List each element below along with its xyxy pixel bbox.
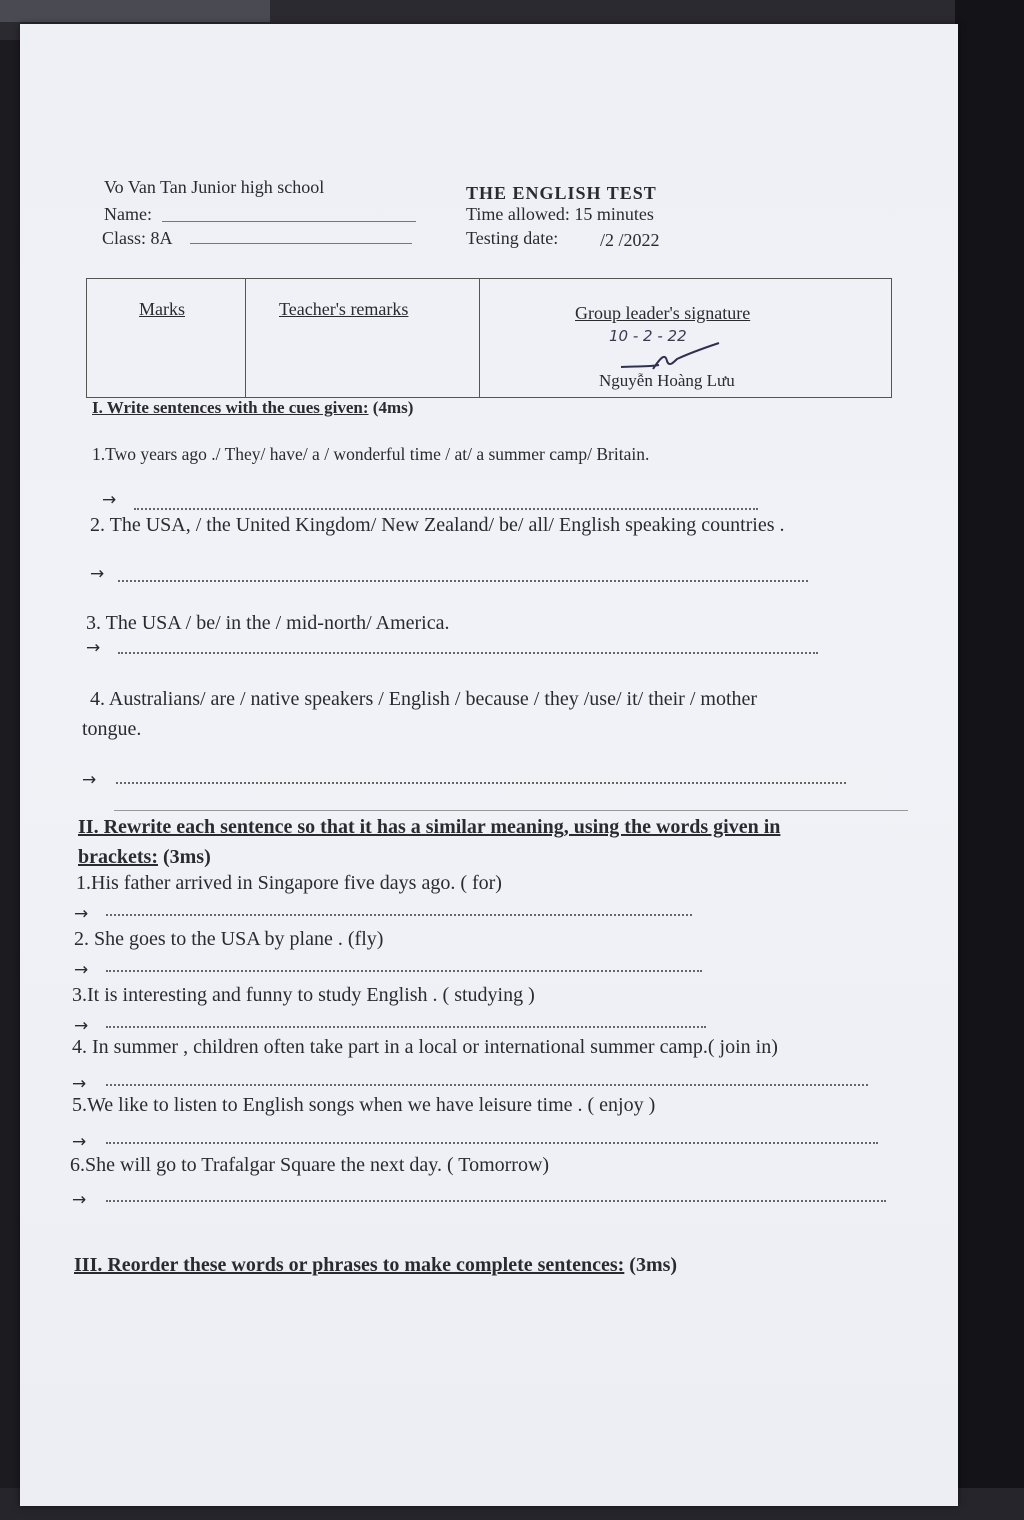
arrow-icon: → [72,1132,87,1152]
handwritten-signature [615,339,725,375]
background-object [0,0,270,22]
s2-answer-2-line[interactable] [106,970,702,972]
arrow-icon: → [90,564,105,584]
section-3-marks: (3ms) [624,1254,678,1276]
s1-answer-2-line[interactable] [118,580,808,582]
background-right [955,0,1024,1520]
test-paper [20,24,958,1506]
s2-answer-3-line[interactable] [106,1026,706,1028]
s1-question-3: 3. The USA / be/ in the / mid-north/ America. [86,612,450,634]
s2-question-5: 5.We like to listen to English songs when we have leisure time . ( enjoy ) [72,1094,656,1116]
section-1-marks: (4ms) [368,398,414,417]
s2-answer-1-line[interactable] [106,914,692,916]
section-2-marks: (3ms) [157,846,211,868]
s1-question-4: 4. Australians/ are / native speakers / English / because / they /use/ it/ their / mother [90,688,758,710]
arrow-icon: → [72,1190,87,1210]
school-name: Vo Van Tan Junior high school [104,177,325,197]
s2-question-4: 4. In summer , children often take part in a local or international summer camp.( join in) [72,1036,778,1058]
remarks-header: Teacher's remarks [279,299,409,319]
arrow-icon: → [102,490,117,510]
s1-question-2: 2. The USA, / the United Kingdom/ New Zealand/ be/ all/ English speaking countries . [90,514,785,536]
s2-answer-4-line[interactable] [106,1084,868,1086]
section-2-brackets: brackets: [78,846,158,868]
test-title: THE ENGLISH TEST [466,183,657,203]
section-2-title [78,816,780,839]
testing-date-label: Testing date: [466,228,559,248]
marks-table [86,278,892,398]
s2-answer-5-line[interactable] [106,1142,878,1144]
s2-question-1: 1.His father arrived in Singapore five days ago. ( for) [76,872,502,894]
marks-header: Marks [139,299,185,319]
signer-name: Nguyễn Hoàng Lưu [599,371,735,390]
time-allowed: Time allowed: 15 minutes [466,204,654,224]
s1-question-1: 1.Two years ago ./ They/ have/ a / wonderful time / at/ a summer camp/ Britain. [92,444,650,464]
s1-question-4-cont: tongue. [82,718,142,740]
arrow-icon: → [82,770,97,790]
s2-question-3: 3.It is interesting and funny to study English . ( studying ) [72,984,535,1006]
name-field[interactable] [162,221,416,222]
section-1-title [92,398,413,418]
name-label: Name: [104,204,152,224]
arrow-icon: → [74,1016,89,1036]
arrow-icon: → [74,960,89,980]
class-label: Class: 8A [102,228,173,248]
s2-answer-6-line[interactable] [106,1200,886,1202]
arrow-icon: → [86,638,101,658]
divider-line [114,810,908,811]
s1-answer-1-line[interactable] [134,508,758,510]
section-2-title-line-1: II. Rewrite each sentence so that it has a similar meaning, using the words given in [78,816,781,838]
table-divider [479,279,480,397]
section-1-title-text: I. Write sentences with the cues given: [92,398,369,417]
signature-header: Group leader's signature [575,303,751,323]
section-3-title [74,1254,677,1277]
s1-answer-3-line[interactable] [118,652,818,654]
s2-question-6: 6.She will go to Trafalgar Square the next day. ( Tomorrow) [70,1154,550,1176]
signature-date: 10 - 2 - 22 [609,327,687,345]
table-divider [245,279,246,397]
testing-date-value: /2 /2022 [600,230,660,250]
arrow-icon: → [74,904,89,924]
arrow-icon: → [72,1074,87,1094]
class-field[interactable] [190,243,412,244]
section-3-title-text: III. Reorder these words or phrases to make complete sentences: [74,1254,625,1276]
s2-question-2: 2. She goes to the USA by plane . (fly) [74,928,384,950]
section-2-title-cont [78,846,211,869]
s1-answer-4-line[interactable] [116,782,846,784]
